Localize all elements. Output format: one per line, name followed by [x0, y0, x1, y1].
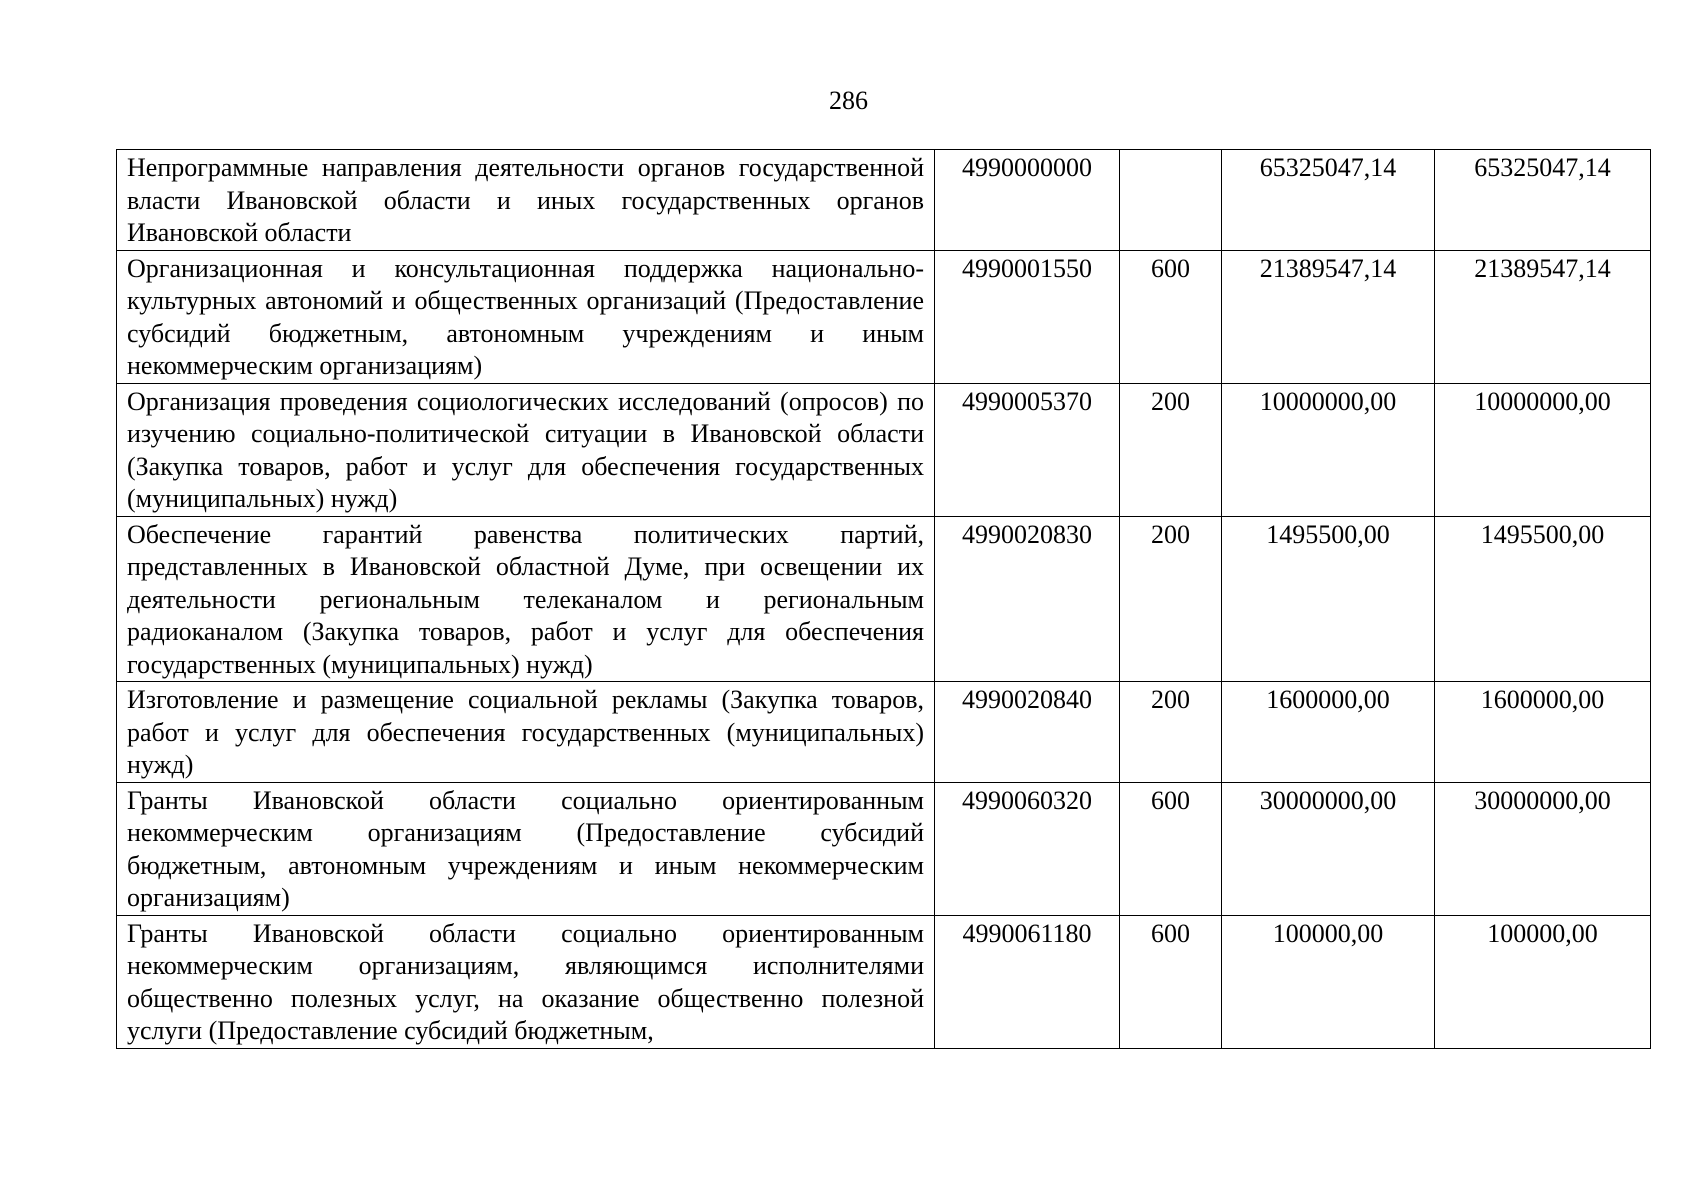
- page-number: 286: [829, 86, 868, 115]
- row-amount-1: 1495500,00: [1222, 516, 1435, 682]
- budget-table: [116, 149, 1651, 1049]
- table-row: [117, 250, 1651, 383]
- row-description: Гранты Ивановской области социально ориентированным некоммерческим организациям (Предоставление субсидий бюджетным, автономным учреждениям и иным некоммерческим организациям): [117, 782, 935, 915]
- row-target-code: 4990061180: [935, 915, 1120, 1048]
- row-amount-1: 30000000,00: [1222, 782, 1435, 915]
- row-amount-1: 1600000,00: [1222, 682, 1435, 783]
- row-expense-type: 200: [1120, 383, 1222, 516]
- table-row: [117, 782, 1651, 915]
- table-row: [117, 682, 1651, 783]
- row-amount-2: 65325047,14: [1435, 150, 1651, 251]
- row-expense-type: 200: [1120, 516, 1222, 682]
- row-amount-1: 21389547,14: [1222, 250, 1435, 383]
- row-expense-type: 600: [1120, 915, 1222, 1048]
- row-amount-2: 100000,00: [1435, 915, 1651, 1048]
- row-amount-2: 10000000,00: [1435, 383, 1651, 516]
- row-amount-1: 65325047,14: [1222, 150, 1435, 251]
- table-row: [117, 150, 1651, 251]
- row-amount-1: 10000000,00: [1222, 383, 1435, 516]
- row-amount-2: 21389547,14: [1435, 250, 1651, 383]
- row-target-code: 4990005370: [935, 383, 1120, 516]
- row-description: Организационная и консультационная поддержка национально-культурных автономий и общественных организаций (Предоставление субсидий бюджетным, автономным учреждениям и иным некоммерческим организациям): [117, 250, 935, 383]
- row-description: Организация проведения социологических исследований (опросов) по изучению социально-политической ситуации в Ивановской области (Закупка товаров, работ и услуг для обеспечения государственных (муниципальных) нужд): [117, 383, 935, 516]
- row-expense-type: 600: [1120, 782, 1222, 915]
- row-target-code: 4990060320: [935, 782, 1120, 915]
- row-amount-1: 100000,00: [1222, 915, 1435, 1048]
- row-description: Гранты Ивановской области социально ориентированным некоммерческим организациям, являющимся исполнителями общественно полезных услуг, на оказание общественно полезной услуги (Предоставление субсидий бюджетным,: [117, 915, 935, 1048]
- row-description: Непрограммные направления деятельности органов государственной власти Ивановской области и иных государственных органов Ивановской области: [117, 150, 935, 251]
- row-target-code: 4990000000: [935, 150, 1120, 251]
- table-row: [117, 383, 1651, 516]
- row-expense-type: [1120, 150, 1222, 251]
- row-amount-2: 1600000,00: [1435, 682, 1651, 783]
- row-amount-2: 1495500,00: [1435, 516, 1651, 682]
- row-target-code: 4990020840: [935, 682, 1120, 783]
- table-row: [117, 915, 1651, 1048]
- row-expense-type: 200: [1120, 682, 1222, 783]
- row-target-code: 4990001550: [935, 250, 1120, 383]
- row-amount-2: 30000000,00: [1435, 782, 1651, 915]
- row-description: Обеспечение гарантий равенства политических партий, представленных в Ивановской областной Думе, при освещении их деятельности региональным телеканалом и региональным радиоканалом (Закупка товаров, работ и услуг для обеспечения государственных (муниципальных) нужд): [117, 516, 935, 682]
- row-target-code: 4990020830: [935, 516, 1120, 682]
- row-expense-type: 600: [1120, 250, 1222, 383]
- row-description: Изготовление и размещение социальной рекламы (Закупка товаров, работ и услуг для обеспечения государственных (муниципальных) нужд): [117, 682, 935, 783]
- table-row: [117, 516, 1651, 682]
